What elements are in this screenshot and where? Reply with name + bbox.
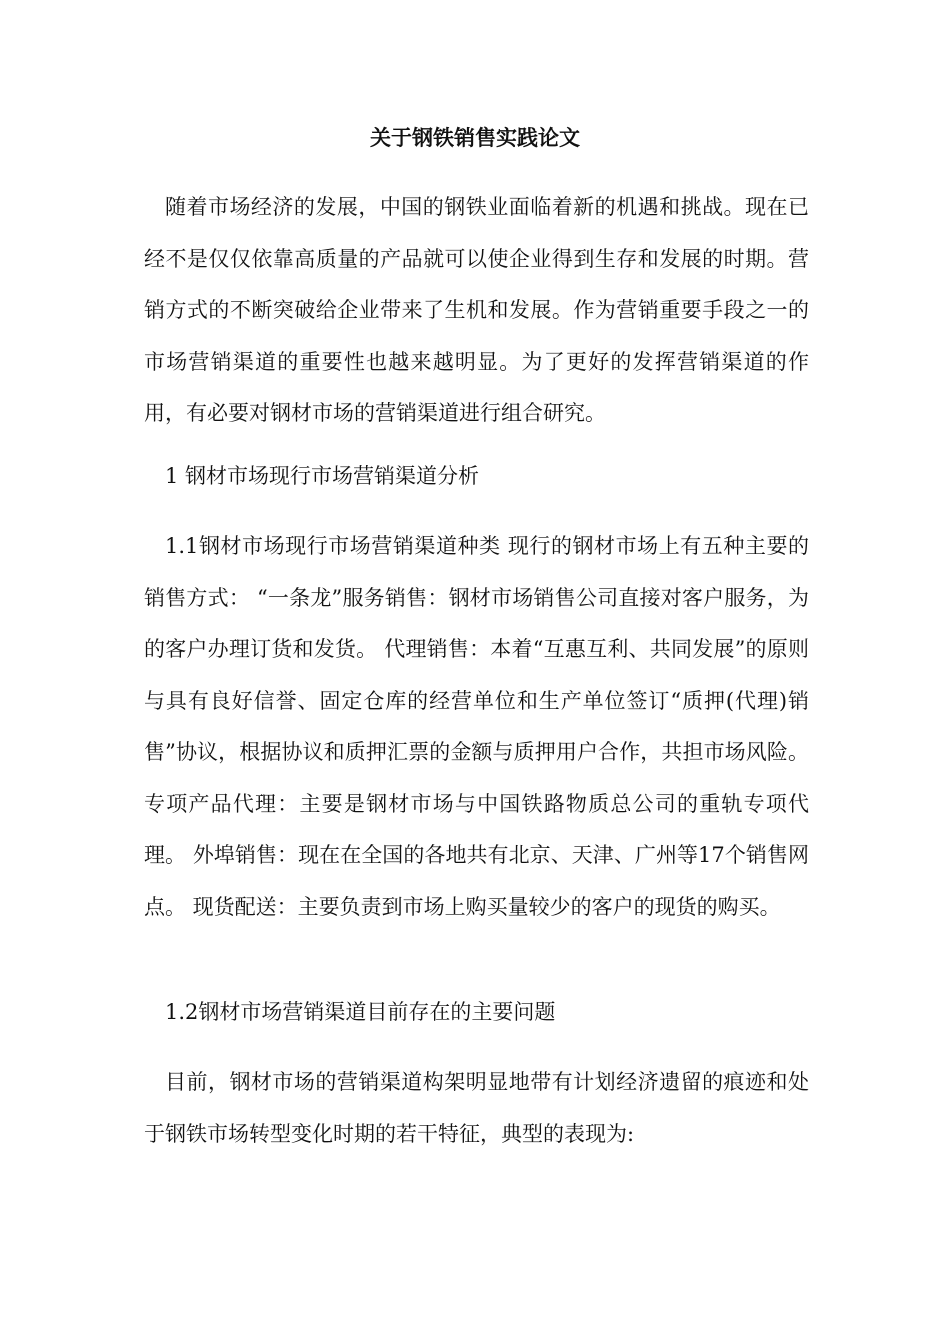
document-title: 关于钢铁销售实践论文 — [370, 126, 580, 150]
section-1-1-paragraph: 1.1钢材市场现行市场营销渠道种类 现行的钢材市场上有五种主要的销售方式： “一条龙”服务销售：钢材市场销售公司直接对客户服务，为的客户办理订货和发货。 代理销售：本着“互惠互利、共同发展”的原则与具有良好信誉、固定仓库的经营单位和生产单位签订“质押(代理)销售”协议，根据协议和质押汇票的金额与质押用户合作，共担市场风险。 专项产品代理：主要是钢材市场与中国铁路物质总公司的重轨专项代理。 外埠销售：现在在全国的各地共有北京、天津、广州等17个销售网点。 现货配送：主要负责到市场上购买量较少的客户的现货的购买。 — [144, 534, 809, 919]
section-1-heading: 1 钢材市场现行市场营销渠道分析 — [165, 464, 480, 488]
section-1-2-heading: 1.2钢材市场营销渠道目前存在的主要问题 — [165, 1000, 556, 1024]
intro-paragraph: 随着市场经济的发展，中国的钢铁业面临着新的机遇和挑战。现在已经不是仅仅依靠高质量的产品就可以使企业得到生存和发展的时期。营销方式的不断突破给企业带来了生机和发展。作为营销重要手段之一的市场营销渠道的重要性也越来越明显。为了更好的发挥营销渠道的作用，有必要对钢材市场的营销渠道进行组合研究。 — [144, 195, 809, 425]
section-1-2-paragraph: 目前，钢材市场的营销渠道构架明显地带有计划经济遗留的痕迹和处于钢铁市场转型变化时期的若干特征，典型的表现为: — [144, 1070, 809, 1146]
